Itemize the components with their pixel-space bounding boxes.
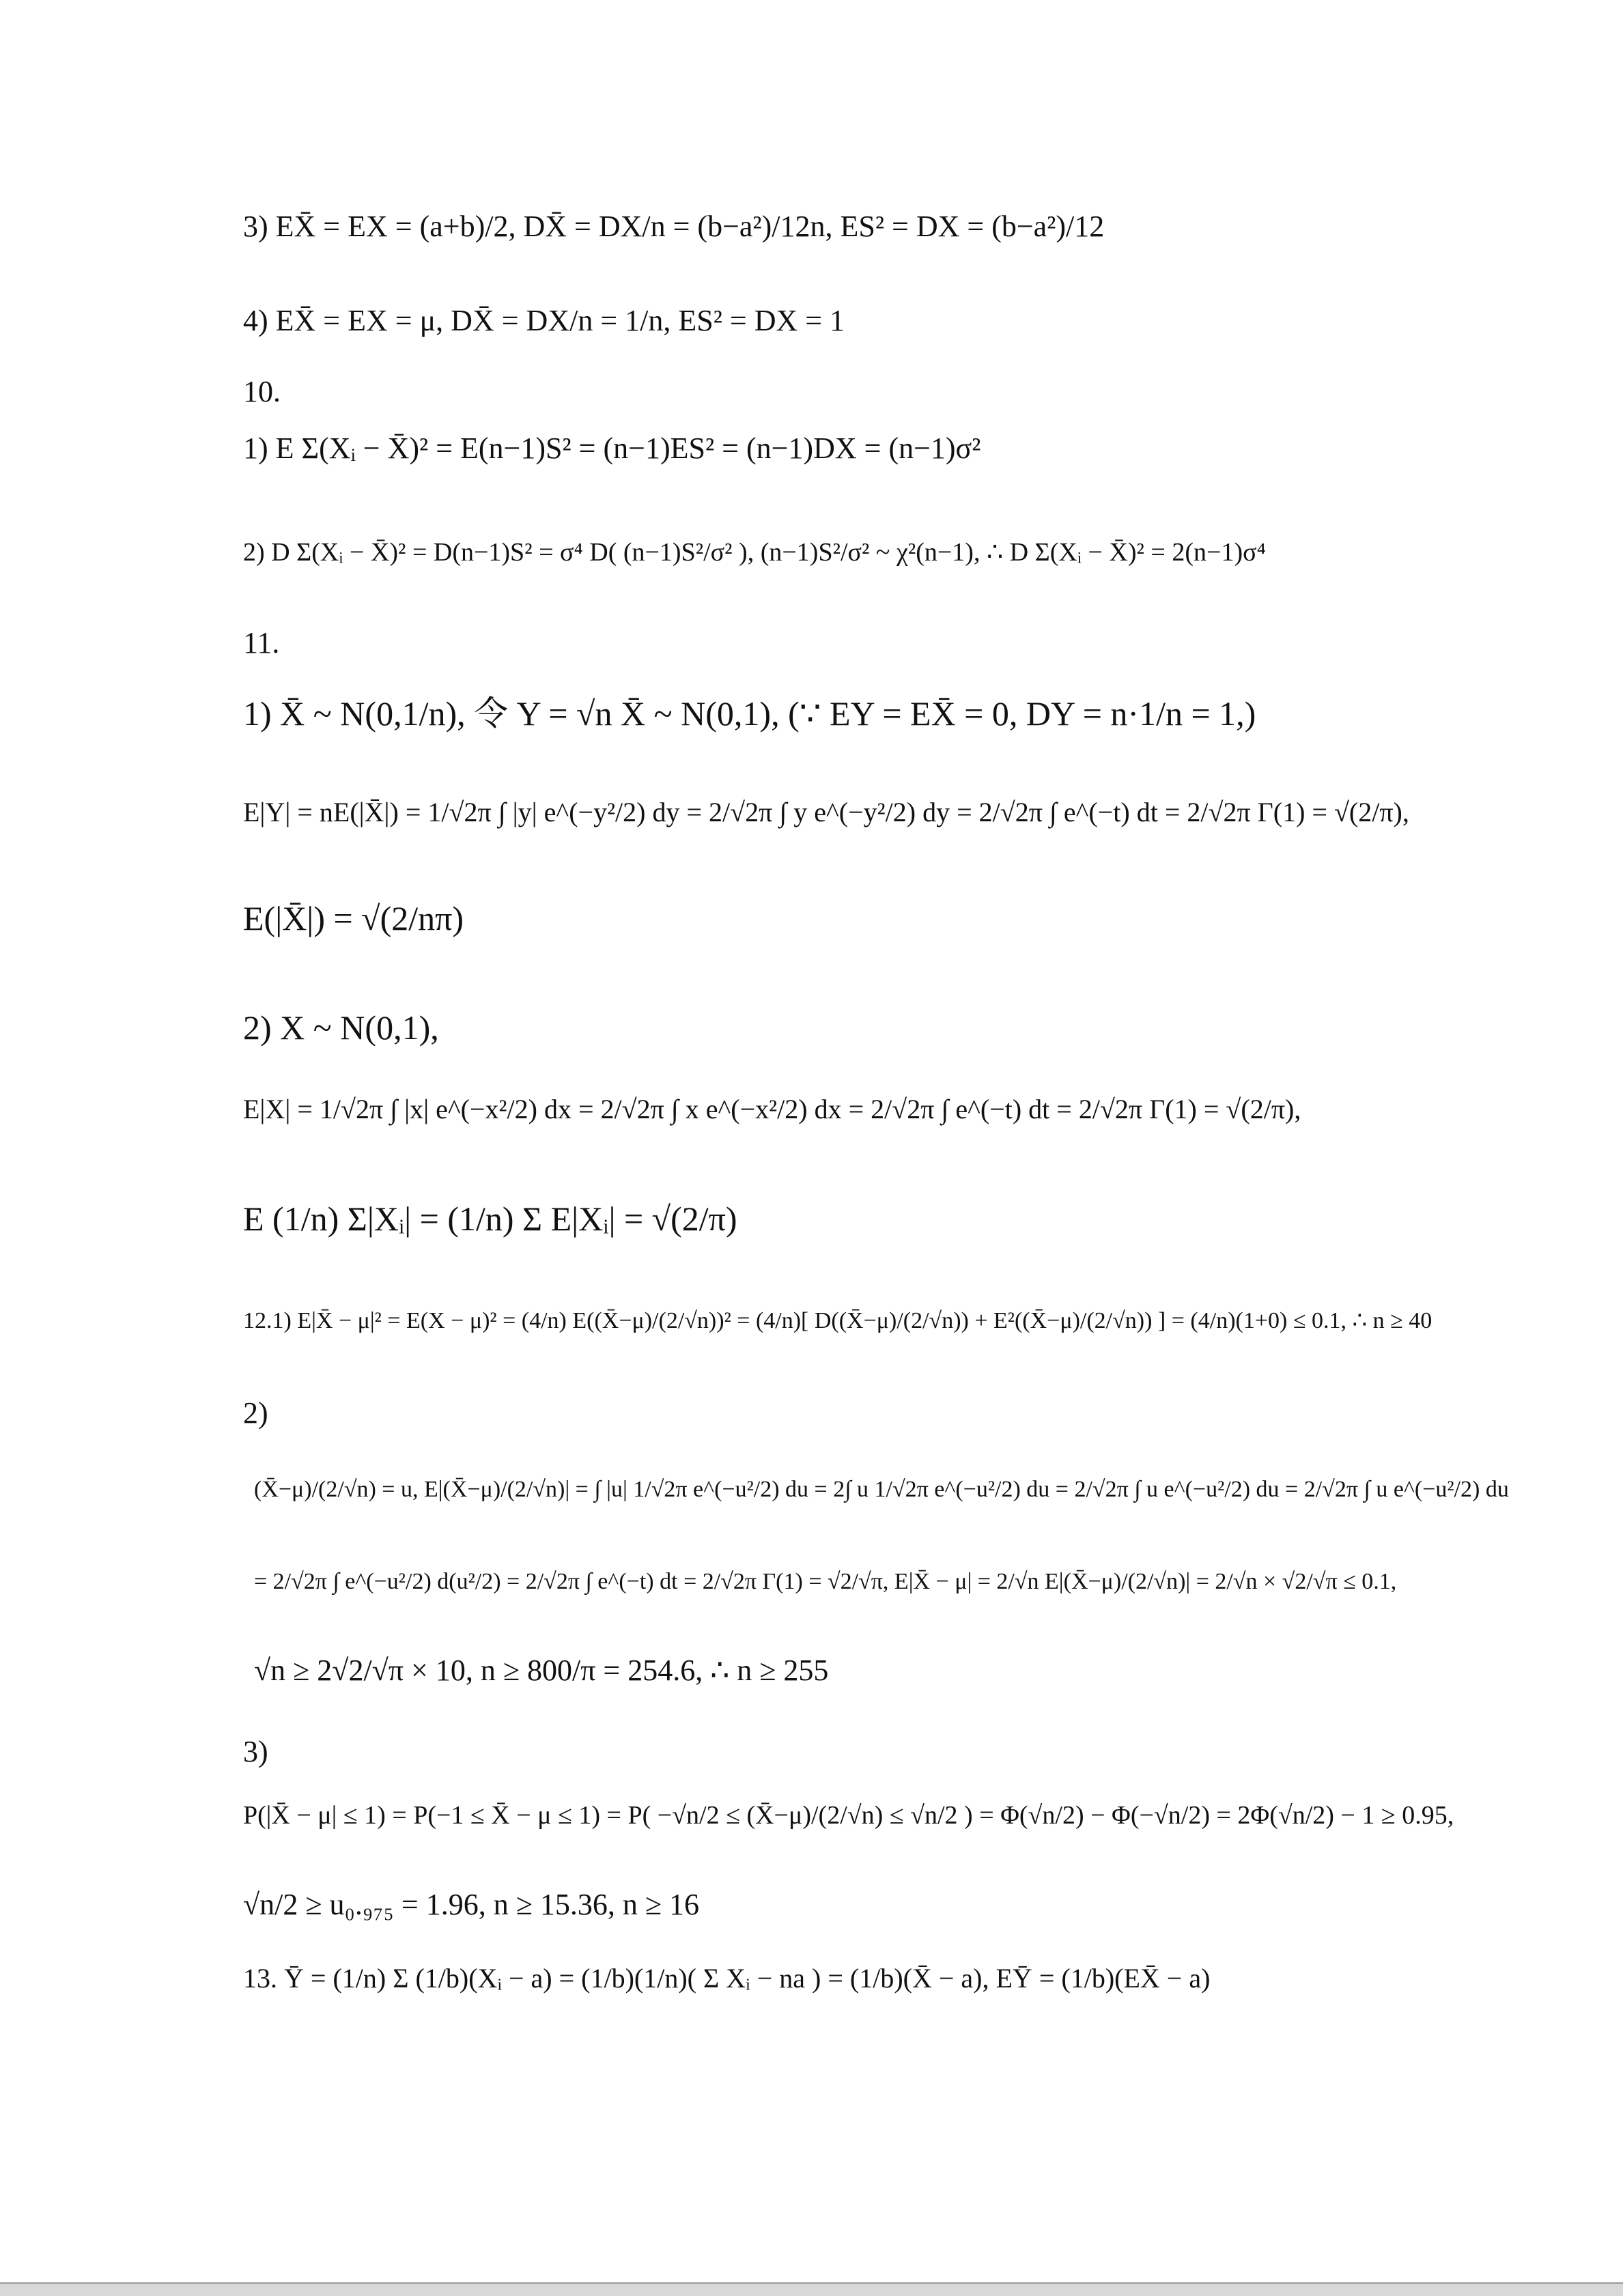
section-10 xyxy=(243,377,281,407)
formula-text: 1) E Σ(Xᵢ − X̄)² = E(n−1)S² = (n−1)ES² = (n−1)DX = (n−1)σ² xyxy=(243,431,981,465)
section-label: 3) xyxy=(243,1735,268,1768)
section-12-3 xyxy=(243,1737,268,1767)
section-label: 10. xyxy=(243,375,281,408)
formula-text: 4) EX̄ = EX = μ, DX̄ = DX/n = 1/n, ES² = DX = 1 xyxy=(243,304,845,337)
formula-text: 13. Ȳ = (1/n) Σ (1/b)(Xᵢ − a) = (1/b)(1/n)( Σ Xᵢ − na ) = (1/b)(X̄ − a), EȲ = (1/b)(EX̄ − a) xyxy=(243,1963,1211,1994)
formula-text: E (1/n) Σ|Xᵢ| = (1/n) Σ E|Xᵢ| = √(2/π) xyxy=(243,1200,737,1238)
line-12-2-a xyxy=(254,1478,1509,1501)
section-12-2 xyxy=(243,1398,268,1428)
formula-text: = 2/√2π ∫ e^(−u²/2) d(u²/2) = 2/√2π ∫ e^(−t) dt = 2/√2π Γ(1) = √2/√π, E|X̄ − μ| = 2/√n E|(X̄−μ)/(2/√n)| = 2/√n × √2/√π ≤ 0.1, xyxy=(254,1569,1397,1594)
page-bottom-edge xyxy=(0,2282,1623,2296)
formula-text: 1) X̄ ~ N(0,1/n), 令 Y = √n X̄ ~ N(0,1), (∵ EY = EX̄ = 0, DY = n·1/n = 1,) xyxy=(243,694,1256,733)
line-13 xyxy=(243,1965,1210,1992)
line-12-1 xyxy=(243,1309,1432,1333)
line-12-2-b xyxy=(254,1570,1396,1593)
formula-text: E|X| = 1/√2π ∫ |x| e^(−x²/2) dx = 2/√2π ∫ x e^(−x²/2) dx = 2/√2π ∫ e^(−t) dt = 2/√2π Γ(1) = √(2/π), xyxy=(243,1094,1301,1124)
formula-text: √n/2 ≥ u₀.₉₇₅ = 1.96, n ≥ 15.36, n ≥ 16 xyxy=(243,1888,699,1921)
formula-text: 2) D Σ(Xᵢ − X̄)² = D(n−1)S² = σ⁴ D( (n−1)S²/σ² ), (n−1)S²/σ² ~ χ²(n−1), ∴ D Σ(Xᵢ − X̄)² = 2(n−1)σ⁴ xyxy=(243,538,1266,567)
line-4-normal xyxy=(243,306,845,336)
section-label: 2) xyxy=(243,1396,268,1430)
formula-text: E(|X̄|) = √(2/nπ) xyxy=(243,899,464,937)
line-11-E-abs-X xyxy=(243,1096,1301,1123)
line-10-1 xyxy=(243,431,981,465)
formula-text: (X̄−μ)/(2/√n) = u, E|(X̄−μ)/(2/√n)| = ∫ |u| 1/√2π e^(−u²/2) du = 2∫ u 1/√2π e^(−u²/2) du = 2/√2π ∫ u e^(−u²/2) du = 2/√2π ∫ u e^(−u²/2) du xyxy=(254,1477,1509,1502)
line-11-1 xyxy=(243,696,1256,731)
formula-text: P(|X̄ − μ| ≤ 1) = P(−1 ≤ X̄ − μ ≤ 1) = P( −√n/2 ≤ (X̄−μ)/(2/√n) ≤ √n/2 ) = Φ(√n/2) − Φ(−√n/2) = 2Φ(√n/2) − 1 ≥ 0.95, xyxy=(243,1801,1454,1830)
formula-text: 2) X ~ N(0,1), xyxy=(243,1008,439,1047)
section-11 xyxy=(243,628,279,658)
line-12-3-a xyxy=(243,1802,1454,1828)
line-11-E-abs-Y xyxy=(243,799,1409,826)
line-10-2 xyxy=(243,539,1266,565)
line-11-2 xyxy=(243,1010,439,1045)
line-3-uniform xyxy=(243,212,1104,242)
section-label: 11. xyxy=(243,626,280,660)
line-12-3-b xyxy=(243,1890,699,1920)
line-12-2-c xyxy=(254,1656,828,1686)
formula-text: √n ≥ 2√2/√π × 10, n ≥ 800/π = 254.6, ∴ n ≥ 255 xyxy=(254,1654,829,1687)
line-11-mean-abs xyxy=(243,1202,737,1236)
formula-text: E|Y| = nE(|X̄|) = 1/√2π ∫ |y| e^(−y²/2) dy = 2/√2π ∫ y e^(−y²/2) dy = 2/√2π ∫ e^(−t) dt = 2/√2π Γ(1) = √(2/π), xyxy=(243,797,1409,827)
formula-text: 3) EX̄ = EX = (a+b)/2, DX̄ = DX/n = (b−a²)/12n, ES² = DX = (b−a²)/12 xyxy=(243,210,1105,243)
line-11-E-abs-Xbar xyxy=(243,901,464,935)
formula-text: 12.1) E|X̄ − μ|² = E(X − μ)² = (4/n) E((X̄−μ)/(2/√n))² = (4/n)[ D((X̄−μ)/(2/√n)) + E²((X̄−μ)/(2/√n)) ] = (4/n)(1+0) ≤ 0.1, ∴ n ≥ 40 xyxy=(243,1308,1433,1333)
